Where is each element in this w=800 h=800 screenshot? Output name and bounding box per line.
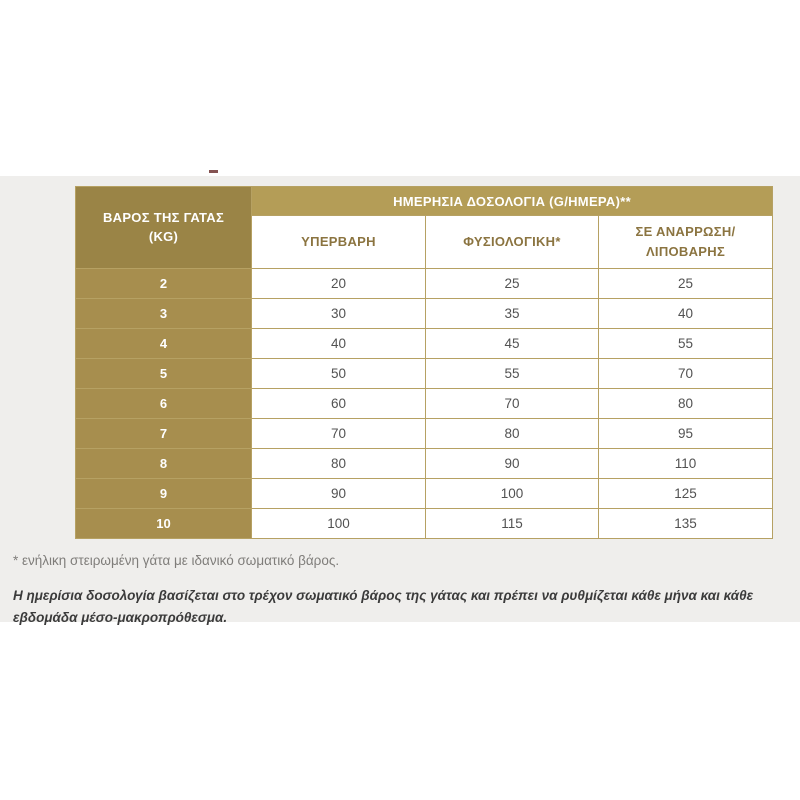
dosage-cell: 95	[599, 419, 773, 449]
dosage-cell: 25	[599, 269, 773, 299]
dosage-cell: 50	[252, 359, 426, 389]
dosage-cell: 90	[252, 479, 426, 509]
weight-cell: 4	[76, 329, 252, 359]
footnote-dosage-basis: Η ημερίσια δοσολογία βασίζεται στο τρέχον σωματικό βάρος της γάτας και πρέπει να ρυθμίζεται κάθε μήνα και κάθε εβδομάδα μέσο-μακροπρόθεσμα.	[13, 588, 754, 625]
dosage-cell: 100	[426, 479, 599, 509]
dosage-cell: 125	[599, 479, 773, 509]
table-row	[76, 359, 773, 389]
dosage-cell: 90	[426, 449, 599, 479]
dosage-cell: 135	[599, 509, 773, 539]
dosage-cell: 70	[252, 419, 426, 449]
footnote-adult-cat: * ενήλικη στειρωμένη γάτα με ιδανικό σωματικό βάρος.	[13, 553, 340, 568]
dosage-cell: 30	[252, 299, 426, 329]
table-row	[76, 389, 773, 419]
dosage-cell: 80	[252, 449, 426, 479]
dosage-cell: 55	[426, 359, 599, 389]
dosage-cell: 60	[252, 389, 426, 419]
dosage-cell: 55	[599, 329, 773, 359]
col-header-recovery-underweight: ΣΕ ΑΝΑΡΡΩΣΗ/ ΛΙΠΟΒΑΡΗΣ	[599, 216, 773, 269]
dosage-cell: 70	[426, 389, 599, 419]
table-row	[76, 449, 773, 479]
dosage-cell: 40	[252, 329, 426, 359]
dosage-cell: 20	[252, 269, 426, 299]
main-header-row	[76, 187, 773, 216]
dosage-table	[75, 186, 773, 539]
table-row	[76, 479, 773, 509]
dosage-cell: 35	[426, 299, 599, 329]
weight-cell: 2	[76, 269, 252, 299]
table-row	[76, 329, 773, 359]
weight-cell: 8	[76, 449, 252, 479]
col-header-overweight: ΥΠΕΡΒΑΡΗ	[252, 216, 426, 269]
dosage-cell: 115	[426, 509, 599, 539]
dosage-cell: 40	[599, 299, 773, 329]
dosage-cell: 80	[599, 389, 773, 419]
artifact-dot	[209, 170, 218, 173]
dosage-cell: 100	[252, 509, 426, 539]
dosage-cell: 25	[426, 269, 599, 299]
weight-cell: 10	[76, 509, 252, 539]
weight-cell: 6	[76, 389, 252, 419]
weight-cell: 9	[76, 479, 252, 509]
table-row	[76, 269, 773, 299]
dosage-cell: 45	[426, 329, 599, 359]
weight-cell: 5	[76, 359, 252, 389]
dosage-cell: 110	[599, 449, 773, 479]
table-row	[76, 299, 773, 329]
weight-cell: 7	[76, 419, 252, 449]
dosage-cell: 80	[426, 419, 599, 449]
weight-column-header: ΒΑΡΟΣ ΤΗΣ ΓΑΤΑΣ (KG)	[76, 187, 252, 269]
daily-dosage-header: ΗΜΕΡΗΣΙΑ ΔΟΣΟΛΟΓΙΑ (G/ΗΜΕΡΑ)**	[252, 187, 773, 216]
col-header-normal: ΦΥΣΙΟΛΟΓΙΚΗ*	[426, 216, 599, 269]
dosage-cell: 70	[599, 359, 773, 389]
table-row	[76, 419, 773, 449]
table-row	[76, 509, 773, 539]
weight-cell: 3	[76, 299, 252, 329]
